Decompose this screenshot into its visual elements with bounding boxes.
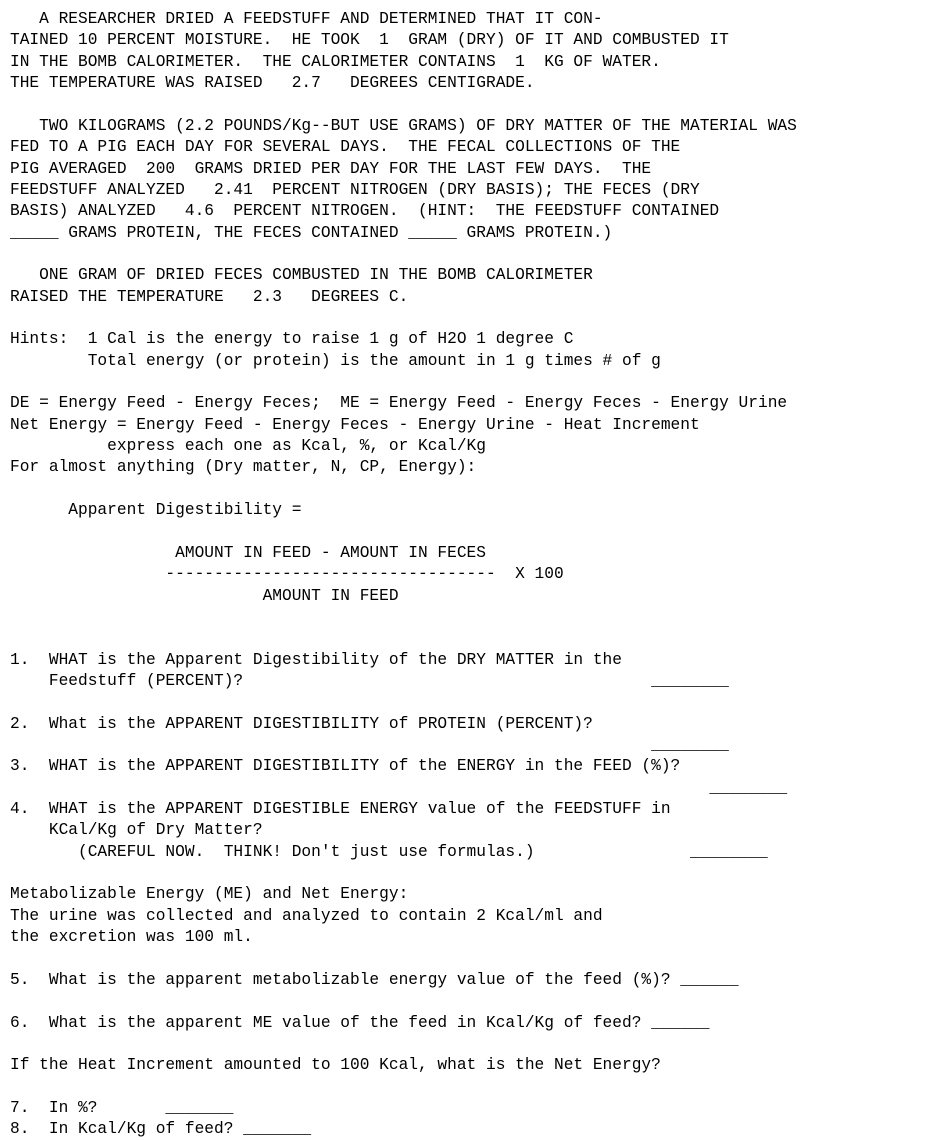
- text-line: 8. In Kcal/Kg of feed? _______: [10, 1120, 312, 1139]
- text-line: (CAREFUL NOW. THINK! Don't just use formulas.) ________: [10, 842, 768, 861]
- text-line: _____ GRAMS PROTEIN, THE FECES CONTAINED _____ GRAMS PROTEIN.): [10, 223, 613, 242]
- text-line: the excretion was 100 ml.: [10, 928, 253, 947]
- text-line: THE TEMPERATURE WAS RAISED 2.7 DEGREES CENTIGRADE.: [10, 74, 535, 93]
- text-line: A RESEARCHER DRIED A FEEDSTUFF AND DETERMINED THAT IT CON-: [10, 10, 603, 28]
- text-line: For almost anything (Dry matter, N, CP, Energy):: [10, 458, 477, 477]
- text-line: Net Energy = Energy Feed - Energy Feces - Energy Urine - Heat Increment: [10, 415, 700, 434]
- text-line: IN THE BOMB CALORIMETER. THE CALORIMETER CONTAINS 1 KG OF WATER.: [10, 52, 661, 71]
- text-line: 4. WHAT is the APPARENT DIGESTIBLE ENERGY value of the FEEDSTUFF in: [10, 800, 671, 818]
- text-line: Metabolizable Energy (ME) and Net Energy:: [10, 885, 409, 904]
- text-line: FEEDSTUFF ANALYZED 2.41 PERCENT NITROGEN (DRY BASIS); THE FECES (DRY: [10, 180, 700, 199]
- text-line: TWO KILOGRAMS (2.2 POUNDS/Kg--BUT USE GRAMS) OF DRY MATTER OF THE MATERIAL WAS: [10, 116, 797, 135]
- text-line: ONE GRAM OF DRIED FECES COMBUSTED IN THE BOMB CALORIMETER: [10, 266, 593, 285]
- text-line: The urine was collected and analyzed to contain 2 Kcal/ml and: [10, 906, 603, 925]
- text-line: express each one as Kcal, %, or Kcal/Kg: [10, 437, 486, 455]
- text-line: 3. WHAT is the APPARENT DIGESTIBILITY of the ENERGY in the FEED (%)?: [10, 757, 681, 776]
- text-line: PIG AVERAGED 200 GRAMS DRIED PER DAY FOR THE LAST FEW DAYS. THE: [10, 159, 652, 178]
- text-line: DE = Energy Feed - Energy Feces; ME = Energy Feed - Energy Feces - Energy Urine: [10, 394, 788, 413]
- text-line: If the Heat Increment amounted to 100 Kcal, what is the Net Energy?: [10, 1056, 661, 1075]
- text-line: 7. In %? _______: [10, 1098, 234, 1117]
- text-line: BASIS) ANALYZED 4.6 PERCENT NITROGEN. (HINT: THE FEEDSTUFF CONTAINED: [10, 202, 720, 221]
- text-line: KCal/Kg of Dry Matter?: [10, 821, 263, 840]
- text-line: ---------------------------------- X 100: [10, 565, 564, 584]
- text-line: AMOUNT IN FEED - AMOUNT IN FECES: [10, 543, 486, 562]
- text-line: TAINED 10 PERCENT MOISTURE. HE TOOK 1 GRAM (DRY) OF IT AND COMBUSTED IT: [10, 31, 729, 50]
- text-line: Apparent Digestibility =: [10, 501, 302, 520]
- text-line: Feedstuff (PERCENT)? ________: [10, 671, 729, 690]
- text-line: ________: [10, 735, 729, 754]
- text-line: Hints: 1 Cal is the energy to raise 1 g of H2O 1 degree C: [10, 330, 574, 349]
- text-line: 6. What is the apparent ME value of the feed in Kcal/Kg of feed? ______: [10, 1013, 710, 1032]
- text-line: ________: [10, 778, 788, 797]
- text-line: 2. What is the APPARENT DIGESTIBILITY of PROTEIN (PERCENT)?: [10, 714, 593, 733]
- text-line: RAISED THE TEMPERATURE 2.3 DEGREES C.: [10, 287, 409, 306]
- text-line: AMOUNT IN FEED: [10, 586, 399, 605]
- text-line: FED TO A PIG EACH DAY FOR SEVERAL DAYS. THE FECAL COLLECTIONS OF THE: [10, 138, 681, 157]
- text-line: 5. What is the apparent metabolizable energy value of the feed (%)? ______: [10, 970, 739, 989]
- text-line: Total energy (or protein) is the amount in 1 g times # of g: [10, 351, 661, 370]
- text-line: 1. WHAT is the Apparent Digestibility of the DRY MATTER in the: [10, 650, 622, 669]
